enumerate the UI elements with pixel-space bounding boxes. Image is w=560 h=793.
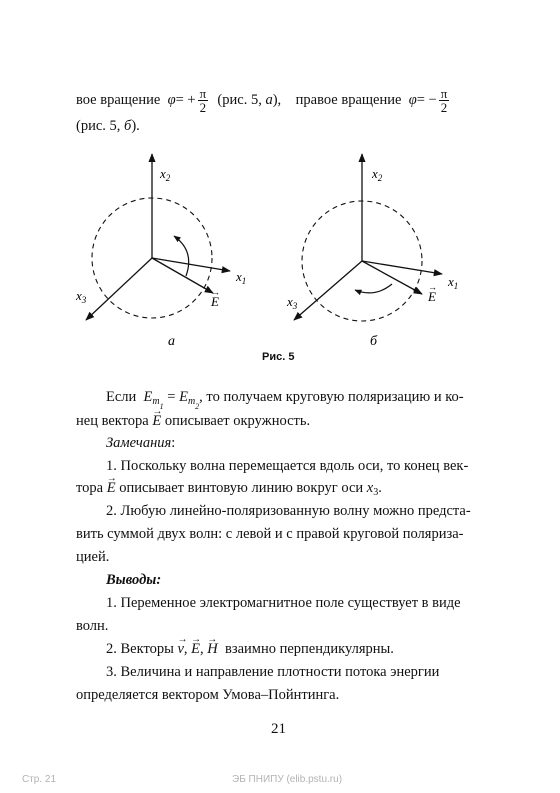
footer-page-label: Стр. 21 [22, 774, 57, 785]
conclusion-2 [106, 640, 394, 658]
equals-plus: = + [175, 91, 196, 108]
conclusion-1-line-1 [106, 594, 461, 612]
diagram-a [75, 154, 246, 349]
note2-line1: 2. Любую линейно-поляризованную волну можно предста- [106, 503, 471, 519]
vector-v: → v [177, 640, 183, 658]
label-x2-b: $x_2$ [372, 166, 383, 183]
footer-source: ЭБ ПНИПУ (elib.pstu.ru) [232, 774, 343, 785]
note-2-line-2 [76, 525, 463, 543]
notes-colon: : [171, 435, 176, 451]
pi-over-2-fraction [198, 87, 209, 114]
figure-5 [0, 148, 560, 373]
frac-den-2: 2 [440, 100, 448, 115]
phi-symbol-2: φ [408, 91, 417, 108]
ref-b-open: (рис. 5, [76, 118, 121, 134]
c2-end: взаимно перпендикулярны. [225, 641, 394, 657]
e-m2: E [179, 389, 188, 405]
conclusion-1-line-2 [76, 617, 108, 635]
sub-m2: m2 [187, 396, 200, 411]
p1-start: Если [106, 389, 137, 405]
intro-line [76, 87, 451, 114]
axis-x3-b [294, 261, 362, 320]
ref-b-letter: б [124, 118, 132, 134]
sublabel-b: б [370, 334, 378, 349]
note-2-line-3 [76, 548, 109, 566]
diagram-b [286, 154, 458, 349]
note-2-line-1 [106, 502, 471, 520]
sublabel-a: а [168, 334, 175, 349]
vector-e-2: → E [107, 479, 116, 497]
c3-line2: определяется вектором Умова–Пойнтинга. [76, 687, 340, 703]
pi-over-2-fraction-2 [439, 87, 450, 114]
equals-minus: = − [416, 91, 437, 108]
sub-m1: m1 [152, 396, 164, 411]
p1-line2-a: нец вектора [76, 413, 149, 429]
axis-x3-sub: 3 [373, 487, 379, 498]
ref-b-close: ). [131, 118, 140, 134]
note1-dot: . [378, 480, 382, 496]
note1-line1: 1. Поскольку волна перемещается вдоль оси, то конец век- [106, 458, 469, 474]
note1-line2-b: описывает винтовую линию вокруг оси [119, 480, 364, 496]
note2-line3: цией. [76, 549, 110, 565]
label-e-a: E [211, 294, 219, 309]
c2-start: 2. Векторы [106, 641, 174, 657]
p1-end: , то получаем круговую поляризацию и ко- [199, 389, 464, 405]
figure-caption: Рис. 5 [262, 351, 295, 363]
rotation-arrow-b [355, 284, 392, 293]
c1-line1: 1. Переменное электромагнитное поле существует в виде [106, 595, 461, 611]
label-x3-a: $x_3$ [76, 288, 87, 305]
conclusions-heading [106, 571, 161, 589]
conclusions-heading-text: Выводы: [106, 572, 162, 588]
vec-arrow-e-b: → [428, 282, 437, 292]
axis-x3-text: x [366, 480, 374, 496]
frac-num: π [199, 86, 207, 101]
frac-den: 2 [199, 100, 207, 115]
vector-h: → H [207, 640, 217, 658]
note2-line2: вить суммой двух волн: с левой и с правой круговой поляриза- [76, 526, 464, 542]
vector-e: → E [152, 412, 161, 430]
conclusion-3-line-1 [106, 663, 439, 681]
ref-a-close: ), [272, 91, 282, 108]
rotation-arrow-a [174, 236, 189, 276]
frac-num-2: π [440, 86, 448, 101]
phi-symbol: φ [167, 91, 176, 108]
equals: = [167, 389, 176, 405]
note-1-line-1 [106, 457, 468, 475]
c1-line2: волн. [76, 618, 109, 634]
label-x3-b: $x_3$ [287, 294, 298, 311]
label-x1-b: $x_1$ [448, 274, 459, 291]
p1-line2-b: описывает окружность. [164, 413, 311, 429]
comma-2: , [200, 641, 204, 657]
notes-heading-text: Замечания [106, 435, 172, 451]
ref-a-open: (рис. 5, [217, 91, 262, 108]
ref-a-letter: а [265, 91, 273, 108]
left-rotation-text: вое вращение [76, 91, 161, 108]
notes-heading [106, 434, 175, 452]
axis-x3-a [86, 258, 152, 320]
paragraph-1-line-2 [76, 412, 310, 430]
page-number: 21 [271, 721, 286, 737]
note1-line2-a: тора [76, 480, 104, 496]
e-m1: E [143, 389, 153, 405]
c3-line1: 3. Величина и направление плотности потока энергии [106, 664, 440, 680]
label-x1-a: $x_1$ [236, 269, 247, 286]
vec-arrow-e-a: → [211, 287, 220, 297]
intro-line-2 [76, 117, 140, 135]
vector-e-3: → E [191, 640, 200, 658]
label-x2-a: $x_2$ [160, 166, 171, 183]
note-1-line-2 [76, 479, 382, 502]
label-e-b: E [428, 289, 436, 304]
right-rotation-text: правое вращение [295, 91, 402, 108]
conclusion-3-line-2 [76, 686, 339, 704]
comma-1: , [183, 641, 188, 657]
